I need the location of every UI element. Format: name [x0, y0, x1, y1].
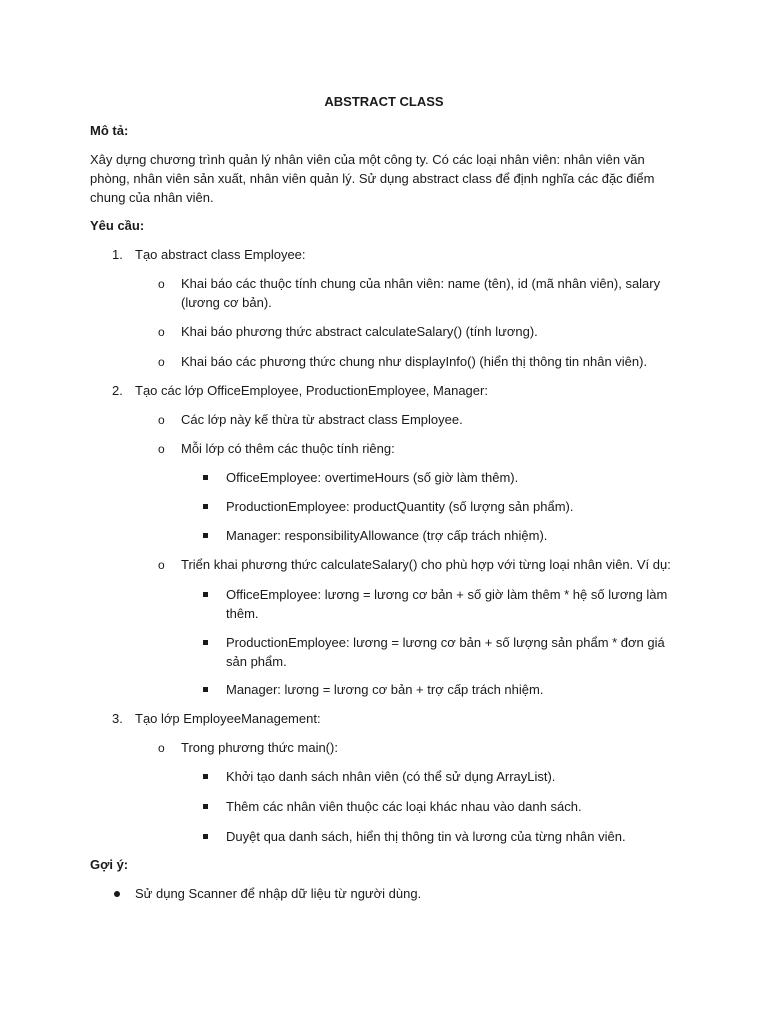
req1-text: Tạo abstract class Employee:: [135, 247, 306, 262]
req2-sub3-item: OfficeEmployee: lương = lương cơ bản + số giờ làm thêm * hệ số lương làm thêm.: [226, 587, 668, 621]
mo-ta-heading: Mô tả:: [90, 123, 129, 138]
circle-bullet-icon: o: [158, 413, 165, 427]
req2-sub2-item: ProductionEmployee: productQuantity (số lượng sản phẩm).: [226, 499, 574, 514]
circle-bullet-icon: o: [158, 355, 165, 369]
circle-bullet-icon: o: [158, 277, 165, 291]
document-title: ABSTRACT CLASS: [324, 94, 444, 109]
req1-sub-item: Khai báo các phương thức chung như displayInfo() (hiển thị thông tin nhân viên).: [181, 354, 648, 369]
req3-sub1-item: Thêm các nhân viên thuộc các loại khác nhau vào danh sách.: [226, 799, 582, 814]
square-bullet-icon: [203, 687, 208, 692]
circle-bullet-icon: o: [158, 442, 165, 456]
square-bullet-icon: [203, 774, 208, 779]
req3-sub1-item: Duyệt qua danh sách, hiển thị thông tin và lương của từng nhân viên.: [226, 829, 626, 844]
req2-number: 2.: [112, 383, 123, 398]
req3-text: Tạo lớp EmployeeManagement:: [135, 711, 321, 726]
req1-number: 1.: [112, 247, 123, 262]
req2-sub2-item: OfficeEmployee: overtimeHours (số giờ làm thêm).: [226, 470, 519, 485]
goi-y-item: Sử dụng Scanner để nhập dữ liệu từ người dùng.: [135, 886, 422, 901]
square-bullet-icon: [203, 804, 208, 809]
goi-y-heading: Gợi ý:: [90, 857, 129, 872]
req3-number: 3.: [112, 711, 123, 726]
square-bullet-icon: [203, 533, 208, 538]
req3-sub1-item: Khởi tạo danh sách nhân viên (có thể sử dụng ArrayList).: [226, 769, 556, 784]
yeu-cau-heading: Yêu cầu:: [90, 218, 145, 233]
req1-sub-item: Khai báo phương thức abstract calculateSalary() (tính lương).: [181, 324, 538, 339]
req2-sub-item: Triển khai phương thức calculateSalary() cho phù hợp với từng loại nhân viên. Ví dụ:: [181, 557, 671, 572]
circle-bullet-icon: o: [158, 558, 165, 572]
req2-sub3-item: Manager: lương = lương cơ bản + trợ cấp trách nhiệm.: [226, 682, 544, 697]
circle-bullet-icon: o: [158, 325, 165, 339]
req2-sub-item: Các lớp này kế thừa từ abstract class Employee.: [181, 412, 463, 427]
circle-bullet-icon: o: [158, 741, 165, 755]
square-bullet-icon: [203, 640, 208, 645]
req3-sub-item: Trong phương thức main():: [181, 740, 338, 755]
square-bullet-icon: [203, 475, 208, 480]
mo-ta-text: Xây dựng chương trình quản lý nhân viên của một công ty. Có các loại nhân viên: nhân viên văn phòng, nhân viên sản xuất, nhân viên quản lý. Sử dụng abstract class để định nghĩa các đặc điểm chung của nhân viên.: [90, 152, 655, 205]
req2-sub2-item: Manager: responsibilityAllowance (trợ cấp trách nhiệm).: [226, 528, 548, 543]
square-bullet-icon: [203, 592, 208, 597]
req2-text: Tạo các lớp OfficeEmployee, ProductionEmployee, Manager:: [135, 383, 488, 398]
square-bullet-icon: [203, 834, 208, 839]
req2-sub-item: Mỗi lớp có thêm các thuộc tính riêng:: [181, 441, 395, 456]
bullet-dot-icon: [114, 891, 120, 897]
req2-sub3-item: ProductionEmployee: lương = lương cơ bản + số lượng sản phẩm * đơn giá sản phẩm.: [226, 635, 665, 669]
square-bullet-icon: [203, 504, 208, 509]
req1-sub-item: Khai báo các thuộc tính chung của nhân viên: name (tên), id (mã nhân viên), salary (lương cơ bản).: [181, 276, 661, 310]
